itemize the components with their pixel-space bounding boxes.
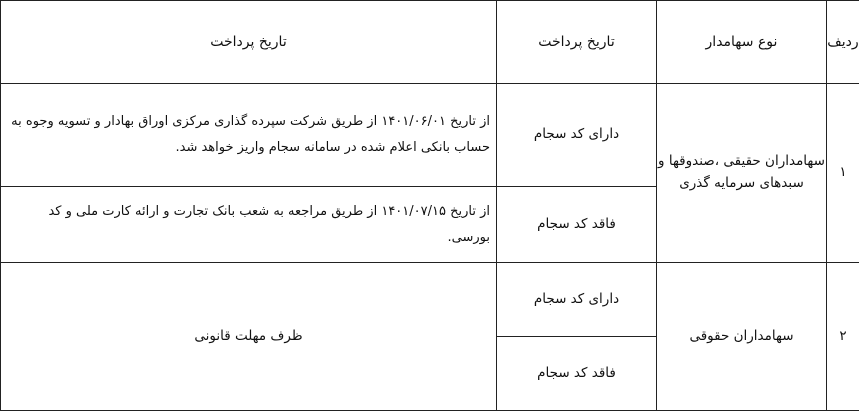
sejam-status-cell: فاقد کد سجام [497,337,657,411]
holder-type-cell: سهامداران حقیقی ،صندوقها و سبدهای سرمایه گذری [657,84,827,263]
sejam-status-cell: دارای کد سجام [497,263,657,337]
header-row-number: ردیف [827,1,859,84]
sejam-status-cell: دارای کد سجام [497,84,657,187]
header-payment-date-detail: تاریخ پرداخت [1,1,497,84]
header-payment-date-status: تاریخ پرداخت [497,1,657,84]
row-number: ۱ [827,84,859,263]
payment-detail-cell: از تاریخ ۱۴۰۱/۰۷/۱۵ از طریق مراجعه به شعب بانک تجارت و ارائه کارت ملی و کد بورسی. [1,187,497,263]
table-row [1,84,859,187]
holder-type-cell: سهامداران حقوقی [657,263,827,411]
table-row [1,263,859,337]
row-number: ۲ [827,263,859,411]
header-row [1,1,859,84]
payment-detail-cell: ظرف مهلت قانونی [1,263,497,411]
payment-detail-cell: از تاریخ ۱۴۰۱/۰۶/۰۱ از طریق شرکت سپرده گذاری مرکزی اوراق بهادار و تسویه وجوه به حساب بانکی اعلام شده در سامانه سجام واریز خواهد شد. [1,84,497,187]
header-holder-type: نوع سهامدار [657,1,827,84]
sejam-status-cell: فاقد کد سجام [497,187,657,263]
